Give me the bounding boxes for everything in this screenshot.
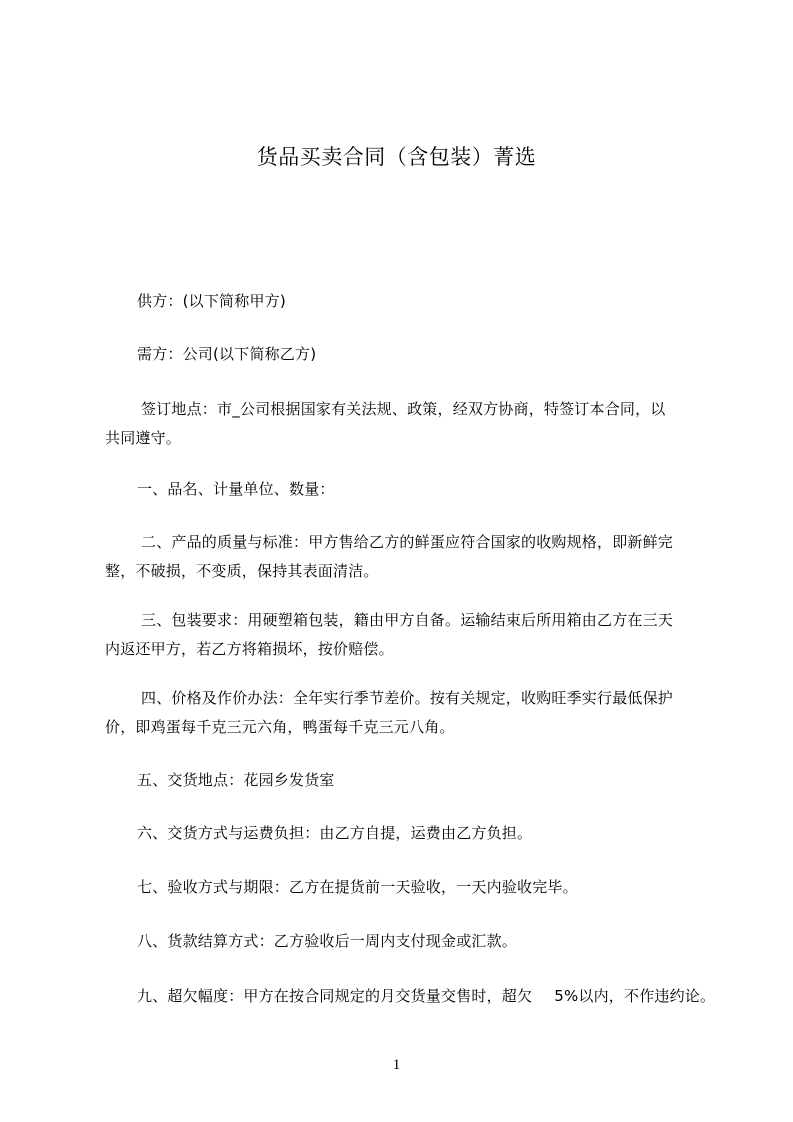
page-number: 1	[392, 1057, 401, 1073]
paragraph-section-6	[105, 819, 705, 848]
paragraph-section-3	[105, 606, 705, 664]
paragraph-line	[105, 982, 716, 1011]
paragraph-section-7	[105, 873, 705, 902]
paragraph-line: 需方：公司(以下简称乙方)	[137, 345, 317, 363]
paragraph-signing-place	[105, 395, 705, 453]
paragraph-section-5	[105, 766, 705, 795]
paragraph-line: 六、交货方式与运费负担：由乙方自提，运费由乙方负担。	[137, 824, 533, 842]
paragraph-supplier	[105, 287, 705, 316]
paragraph-section-2	[105, 528, 705, 586]
paragraph-line: 五、交货地点：花园乡发货室	[137, 771, 335, 789]
document-title: 货品买卖合同（含包装）菁选	[256, 145, 537, 169]
paragraph-line-part: 5%以内，不作违约论。	[554, 987, 716, 1005]
paragraph-section-9	[105, 982, 716, 1011]
paragraph-line: 整，不破损，不变质，保持其表面清洁。	[105, 562, 379, 580]
paragraph-line: 共同遵守。	[105, 429, 182, 447]
paragraph-line: 二、产品的质量与标准：甲方售给乙方的鲜蛋应符合国家的收购规格，即新鲜完	[141, 533, 674, 551]
paragraph-line-part: 九、超欠幅度：甲方在按合同规定的月交货量交售时，超欠	[137, 987, 533, 1005]
paragraph-line: 价，即鸡蛋每千克三元六角，鸭蛋每千克三元八角。	[105, 718, 455, 736]
paragraph-line: 八、货款结算方式：乙方验收后一周内支付现金或汇款。	[137, 932, 518, 950]
paragraph-line: 三、包装要求：用硬塑箱包装，籍由甲方自备。运输结束后所用箱由乙方在三天	[141, 611, 674, 629]
paragraph-section-1	[105, 475, 705, 504]
paragraph-line: 供方：(以下简称甲方)	[137, 292, 286, 310]
paragraph-section-4	[105, 684, 705, 742]
paragraph-line: 内返还甲方，若乙方将箱损坏，按价赔偿。	[105, 640, 394, 658]
paragraph-line: 签订地点：市_公司根据国家有关法规、政策，经双方协商，特签订本合同，以	[141, 400, 666, 418]
paragraph-line: 一、品名、计量单位、数量：	[137, 480, 335, 498]
paragraph-section-8	[105, 927, 705, 956]
paragraph-buyer	[105, 340, 705, 369]
paragraph-line: 七、验收方式与期限：乙方在提货前一天验收，一天内验收完毕。	[137, 878, 578, 896]
paragraph-line: 四、价格及作价办法：全年实行季节差价。按有关规定，收购旺季实行最低保护	[141, 689, 674, 707]
